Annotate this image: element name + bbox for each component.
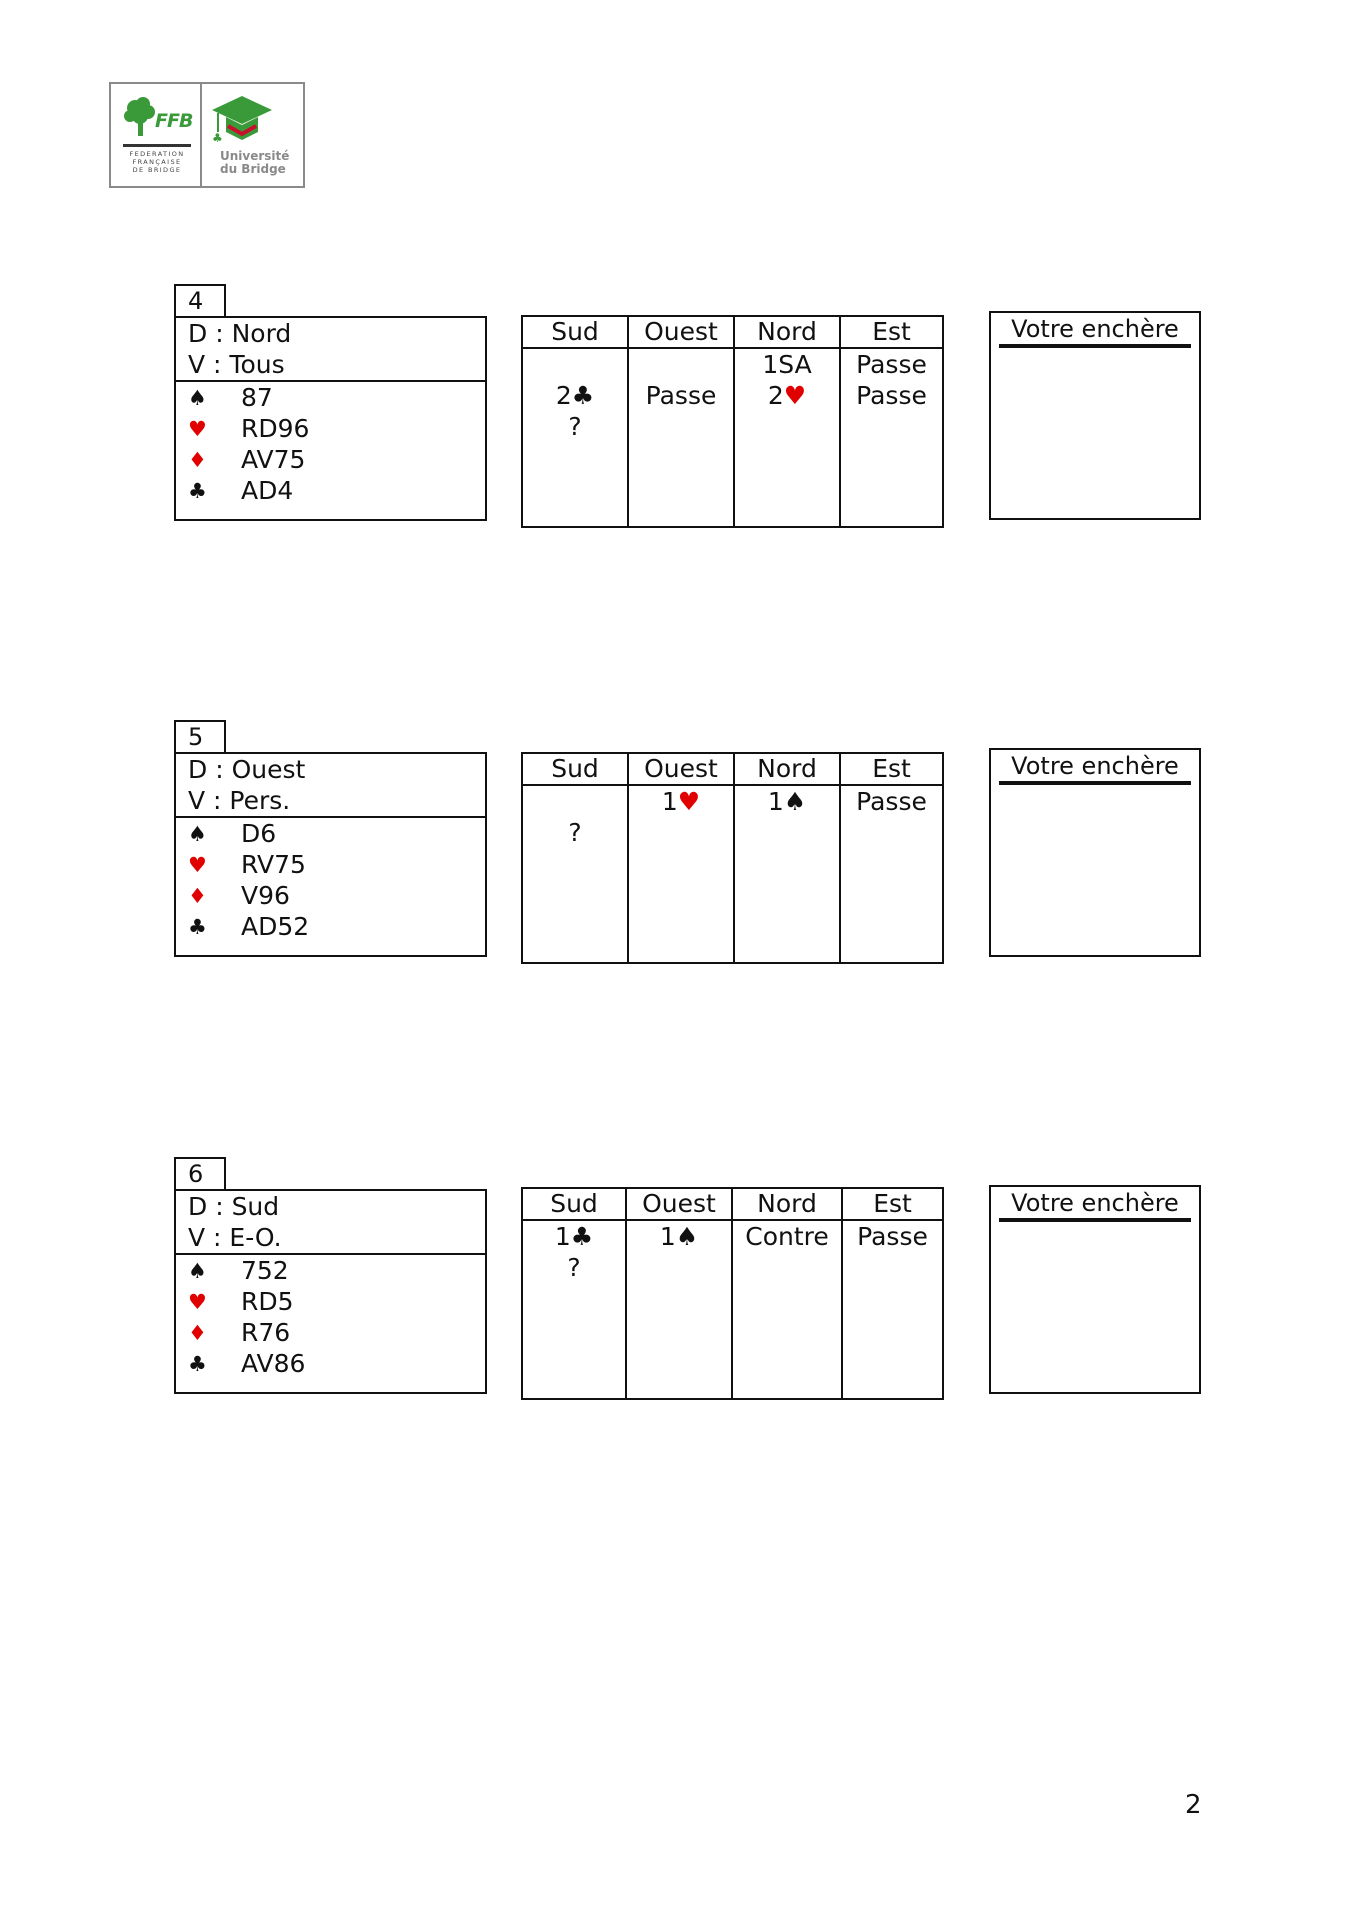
- bid-cell: [629, 411, 733, 442]
- diamond-icon: ♦: [188, 447, 207, 472]
- ffb-logo-panel: [111, 84, 202, 186]
- bid-header: Sud: [523, 1189, 625, 1221]
- vulnerability-line: V : Tous: [188, 350, 285, 379]
- spade-icon: ♠: [188, 1258, 207, 1283]
- bid-cell: 1♣: [554, 1222, 594, 1251]
- bid-cell: [735, 411, 839, 442]
- hearts-cards: RD96: [241, 414, 310, 443]
- bid-cell: Passe: [645, 381, 717, 410]
- hearts-row: [176, 1286, 485, 1317]
- spade-icon: ♠: [188, 821, 207, 846]
- bid-column-est: [841, 754, 942, 962]
- bid-column-ouest: [629, 754, 735, 962]
- clubs-row: [176, 1348, 485, 1379]
- vulnerability-line: V : Pers.: [188, 786, 291, 815]
- bid-cell: [629, 349, 733, 380]
- red-suit-icon: ♥: [783, 381, 807, 410]
- club-icon: ♣: [188, 914, 207, 939]
- bid-cell: [735, 817, 839, 848]
- diamonds-row: [176, 1317, 485, 1348]
- page-number: 2: [1185, 1790, 1202, 1820]
- bidding-table: [521, 315, 944, 528]
- spades-cards: 752: [241, 1256, 289, 1285]
- bid-level: 1: [661, 787, 678, 816]
- svg-text:♣: ♣: [212, 131, 223, 145]
- answer-box[interactable]: [989, 748, 1201, 957]
- spade-icon: ♠: [188, 385, 207, 410]
- federation-line-1: FEDERATION: [129, 150, 185, 158]
- bid-cell: 1♠: [767, 787, 807, 816]
- bid-cell: [843, 1252, 942, 1283]
- bid-cell: 2♣: [555, 381, 595, 410]
- diamonds-row: [176, 880, 485, 911]
- bid-cell: ?: [567, 1253, 581, 1282]
- bid-header: Nord: [733, 1189, 841, 1221]
- diamond-icon: ♦: [188, 883, 207, 908]
- deal-number: 6: [174, 1157, 226, 1189]
- clubs-row: [176, 911, 485, 942]
- bid-cell: Passe: [856, 381, 927, 410]
- bid-column-sud: [523, 317, 629, 526]
- bid-column-nord: [735, 754, 841, 962]
- club-icon: ♣: [188, 478, 207, 503]
- bid-header: Nord: [735, 754, 839, 786]
- bid-cell: [523, 786, 627, 817]
- graduation-cap-icon: [210, 94, 274, 146]
- bid-cell: 2♥: [767, 381, 807, 410]
- bid-cell: ?: [568, 818, 582, 847]
- vulnerability-line: V : E-O.: [188, 1223, 282, 1252]
- diamond-icon: ♦: [188, 1320, 207, 1345]
- bid-column-est: [843, 1189, 942, 1398]
- bid-column-nord: [733, 1189, 843, 1398]
- bidding-table: [521, 1187, 944, 1400]
- bid-cell: ?: [568, 412, 582, 441]
- bid-cell: Passe: [856, 787, 927, 816]
- bid-header: Est: [841, 754, 942, 786]
- bid-header: Est: [841, 317, 942, 349]
- spades-row: [176, 1255, 485, 1286]
- clubs-row: [176, 475, 485, 506]
- bid-cell: Passe: [856, 350, 927, 379]
- bidding-table: [521, 752, 944, 964]
- clubs-cards: AD4: [241, 476, 294, 505]
- universite-text: [220, 150, 289, 176]
- answer-label: Votre enchère: [1011, 315, 1179, 343]
- bid-cell: [733, 1252, 841, 1283]
- heart-icon: ♥: [188, 1289, 207, 1314]
- hand-box: [174, 1189, 487, 1394]
- spades-row: [176, 382, 485, 413]
- hand-box: [174, 316, 487, 521]
- heart-icon: ♥: [677, 787, 701, 816]
- answer-box[interactable]: [989, 1185, 1201, 1394]
- dealer-line: D : Ouest: [188, 755, 306, 784]
- bid-header: Ouest: [629, 317, 733, 349]
- answer-rule: [999, 1218, 1191, 1222]
- diamonds-cards: V96: [241, 881, 290, 910]
- federation-line-2: FRANÇAISE: [132, 158, 182, 166]
- hearts-cards: RD5: [241, 1287, 294, 1316]
- bid-cell: Contre: [745, 1222, 829, 1251]
- federation-line-3: DE BRIDGE: [132, 166, 182, 174]
- bid-column-nord: [735, 317, 841, 526]
- answer-rule: [999, 781, 1191, 785]
- bid-cell: 1SA: [762, 350, 812, 379]
- deal-number: 5: [174, 720, 226, 752]
- heart-icon: ♥: [188, 852, 207, 877]
- deal-number: 4: [174, 284, 226, 316]
- bid-header: Ouest: [629, 754, 733, 786]
- bid-cell: [841, 817, 942, 848]
- bid-column-sud: [523, 1189, 627, 1398]
- clubs-cards: AV86: [241, 1349, 306, 1378]
- hand-box: [174, 752, 487, 957]
- logo-divider: [123, 144, 191, 147]
- dealer-line: D : Sud: [188, 1192, 280, 1221]
- club-icon: ♣: [188, 1351, 207, 1376]
- bid-column-est: [841, 317, 942, 526]
- bid-cell: 1♠: [659, 1222, 699, 1251]
- diamonds-cards: AV75: [241, 445, 306, 474]
- hearts-cards: RV75: [241, 850, 306, 879]
- bid-column-sud: [523, 754, 629, 962]
- answer-label: Votre enchère: [1011, 752, 1179, 780]
- bid-header: Sud: [523, 754, 627, 786]
- ffb-logo: [109, 82, 305, 188]
- dealer-line: D : Nord: [188, 319, 292, 348]
- bid-cell: Passe: [857, 1222, 928, 1251]
- universite-logo-panel: [202, 84, 303, 186]
- spades-cards: 87: [241, 383, 273, 412]
- bid-cell: [523, 349, 627, 380]
- universite-line-2: du Bridge: [220, 162, 286, 176]
- spades-cards: D6: [241, 819, 277, 848]
- diamonds-row: [176, 444, 485, 475]
- bid-column-ouest: [627, 1189, 733, 1398]
- answer-box[interactable]: [989, 311, 1201, 520]
- universite-line-1: Université: [220, 149, 290, 163]
- ffb-brand-text: FFB: [155, 110, 193, 132]
- bid-cell: [629, 817, 733, 848]
- bid-header: Est: [843, 1189, 942, 1221]
- spades-row: [176, 818, 485, 849]
- bid-header: Nord: [735, 317, 839, 349]
- heart-icon: ♥: [188, 416, 207, 441]
- bid-cell: [629, 786, 733, 817]
- diamonds-cards: R76: [241, 1318, 291, 1347]
- clubs-cards: AD52: [241, 912, 310, 941]
- bid-cell: [627, 1252, 731, 1283]
- bid-column-ouest: [629, 317, 735, 526]
- answer-rule: [999, 344, 1191, 348]
- bid-header: Ouest: [627, 1189, 731, 1221]
- hearts-row: [176, 849, 485, 880]
- bid-cell: [841, 411, 942, 442]
- answer-label: Votre enchère: [1011, 1189, 1179, 1217]
- hearts-row: [176, 413, 485, 444]
- bid-header: Sud: [523, 317, 627, 349]
